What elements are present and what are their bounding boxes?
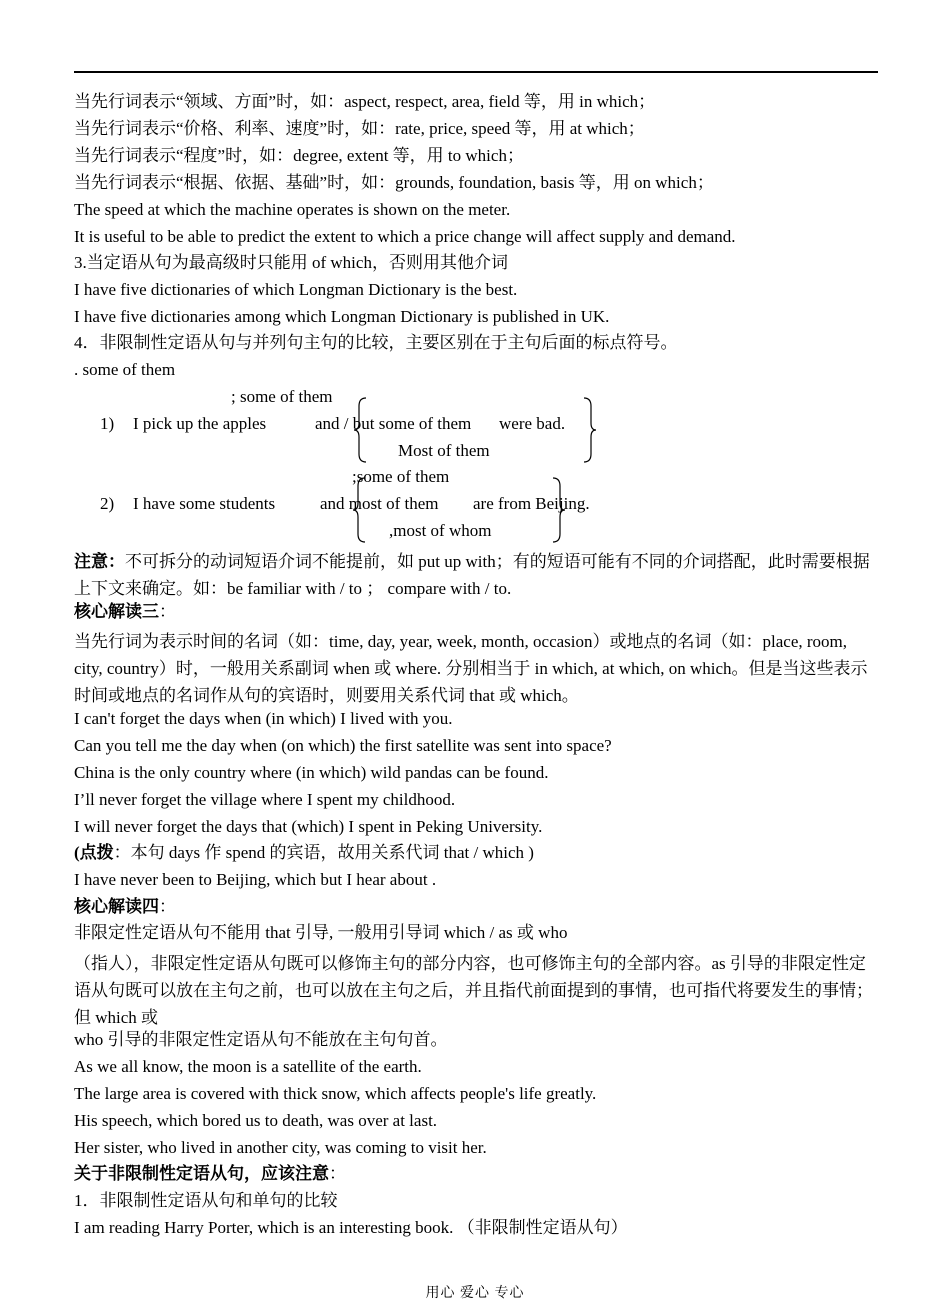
core3-title: 核心解读三 [74,602,159,621]
example-sentence: It is useful to be able to predict the extent to which a price change will affect supply and demand. [74,227,736,246]
example-sentence: I will never forget the days that (which) I spent in Peking University. [74,817,543,836]
section-heading [74,602,176,622]
left-brace-icon [351,476,367,544]
rule-heading: 3.当定语从句为最高级时只能用 of which，否则用其他介词 [74,253,508,272]
example-sentence: I have five dictionaries of which Longman Dictionary is the best. [74,280,518,299]
core3-colon: ： [159,602,176,621]
text-line: . some of them [74,360,176,379]
diagram-number: 2) [100,494,115,513]
paragraph: 当先行词为表示时间的名词（如：time, day, year, week, month, occasion）或地点的名词（如：place, room, city, country）时，一般用关系副词 when 或 where. 分别相当于 in which, at which, on which。但是当这些表示时间或地点的名词作从句的宾语时，则要用关系代词 that 或 which。 [74,632,868,705]
example-sentence: The large area is covered with thick snow, which affects people's life greatly. [74,1084,597,1103]
subheading: 1．非限制性定语从句和单句的比较 [74,1191,338,1210]
diagram-ending: are from Beijing. [473,494,590,513]
diagram-option: ;some of them [352,467,450,486]
example-sentence: As we all know, the moon is a satellite of the earth. [74,1057,422,1076]
section-heading [74,897,176,917]
example-sentence: I am reading Harry Porter, which is an interesting book. （非限制性定语从句） [74,1218,628,1237]
example-sentence: I have never been to Beijing, which but I hear about . [74,870,437,889]
example-sentence: I’ll never forget the village where I spent my childhood. [74,790,456,809]
note-paragraph [74,548,878,602]
diagram-main-clause: I pick up the apples [133,414,267,433]
example-sentence: His speech, which bored us to death, was over at last. [74,1111,438,1130]
text-line: 当先行词表示“程度”时，如：degree, extent 等，用 to which； [74,146,524,165]
right-brace-icon [551,476,567,544]
diagram-option: and / but some of them [315,414,472,433]
tip-text: ：本句 days 作 spend 的宾语，故用关系代词 that / which ) [113,843,534,862]
tip-label: (点拨 [74,843,114,862]
core4-colon: ： [159,897,176,916]
text-line: 当先行词表示“根据、依据、基础”时，如：grounds, foundation, basis 等，用 on which； [74,173,714,192]
example-sentence: I have five dictionaries among which Longman Dictionary is published in UK. [74,307,610,326]
right-brace-icon [582,396,598,464]
example-sentence: The speed at which the machine operates is shown on the meter. [74,200,511,219]
text-line: 当先行词表示“价格、利率、速度”时，如：rate, price, speed 等，用 at which； [74,119,645,138]
paragraph: （指人），非限定性定语从句既可以修饰主句的部分内容，也可修饰主句的全部内容。as 引导的非限定性定语从句既可以放在主句之前，也可以放在主句之后，并且指代前面提到的事情，也可指代将要发生的事情；但 which 或 [74,954,873,1027]
top-rule [74,71,878,73]
diagram-number: 1) [100,414,115,433]
section-heading [74,1164,346,1184]
paragraph-line: 非限定性定语从句不能用 that 引导, 一般用引导词 which / as 或 who [74,923,568,942]
note-label: 注意： [74,552,125,571]
diagram-main-clause: I have some students [133,494,276,513]
diagram-option: ; some of them [231,387,333,406]
example-sentence: Her sister, who lived in another city, was coming to visit her. [74,1138,487,1157]
note-text: 不可拆分的动词短语介词不能提前，如 put up with；有的短语可能有不同的介词搭配，此时需要根据上下文来确定。如：be familiar with / to ； compare with / to. [74,552,870,598]
about-colon: ： [329,1164,346,1183]
text-line: 当先行词表示“领域、方面”时，如：aspect, respect, area, field 等，用 in which； [74,92,656,111]
about-title: 关于非限制性定语从句，应该注意 [74,1164,329,1183]
page-footer: 用心 爱心 专心 [425,1286,525,1301]
diagram-ending: were bad. [499,414,566,433]
diagram-option: Most of them [398,441,490,460]
diagram-option: and most of them [320,494,439,513]
diagram-option: ,most of whom [389,521,492,540]
rule-heading: 4．非限制性定语从句与并列句主句的比较，主要区别在于主句后面的标点符号。 [74,333,678,352]
example-sentence: China is the only country where (in which) wild pandas can be found. [74,763,549,782]
paragraph-line: who 引导的非限定性定语从句不能放在主句句首。 [74,1030,448,1049]
example-sentence: I can't forget the days when (in which) I lived with you. [74,709,453,728]
left-brace-icon [352,396,368,464]
core4-title: 核心解读四 [74,897,159,916]
tip-line [74,843,534,863]
example-sentence: Can you tell me the day when (on which) the first satellite was sent into space? [74,736,612,755]
